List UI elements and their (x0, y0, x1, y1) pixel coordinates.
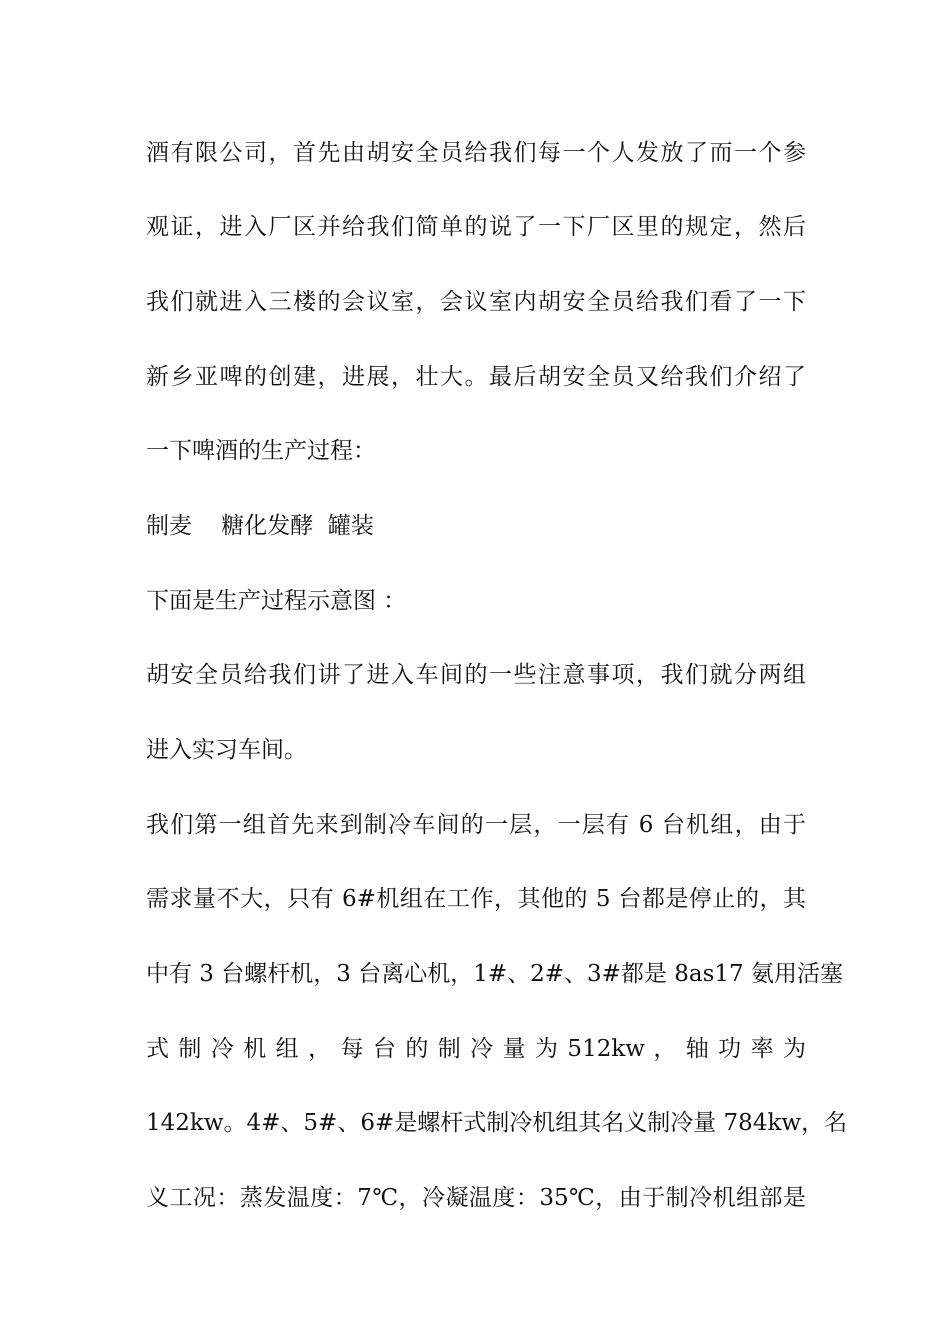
text-line-15: 义工况：蒸发温度：7℃，冷凝温度：35℃，由于制冷机组部是 (146, 1185, 806, 1211)
text-line-1: 酒有限公司，首先由胡安全员给我们每一个人发放了而一个参 (146, 140, 806, 166)
diagram-caption-line: 下面是生产过程示意图 ： (146, 588, 407, 614)
text-line-8: 胡安全员给我们讲了进入车间的一些注意事项，我们就分两组 (146, 662, 806, 688)
text-line-12: 中有 3 台螺杆机，3 台离心机，1#、2#、3#都是 8as17 氨用活塞 (146, 961, 843, 987)
text-line-3: 我们就进入三楼的会议室，会议室内胡安全员给我们看了一下 (146, 289, 806, 315)
text-line-13: 式 制 冷 机 组 ， 每 台 的 制 冷 量 为 512kw ， 轴 功 率 为 (146, 1036, 806, 1062)
text-line-2: 观证，进入厂区并给我们简单的说了一下厂区里的规定，然后 (146, 214, 806, 240)
text-line-10: 我们第一组首先来到制冷车间的一层，一层有 6 台机组，由于 (146, 812, 806, 838)
text-line-5: 一下啤酒的生产过程： (146, 438, 376, 464)
process-steps-line: 制麦 糖化发酵 罐装 (146, 513, 374, 539)
text-line-11: 需求量不大，只有 6#机组在工作，其他的 5 台都是停止的，其 (146, 886, 806, 912)
text-line-4: 新乡亚啤的创建，进展，壮大。最后胡安全员又给我们介绍了 (146, 364, 806, 390)
text-line-14: 142kw。4#、5#、6#是螺杆式制冷机组其名义制冷量 784kw，名 (146, 1110, 848, 1136)
text-line-9: 进入实习车间。 (146, 737, 307, 763)
